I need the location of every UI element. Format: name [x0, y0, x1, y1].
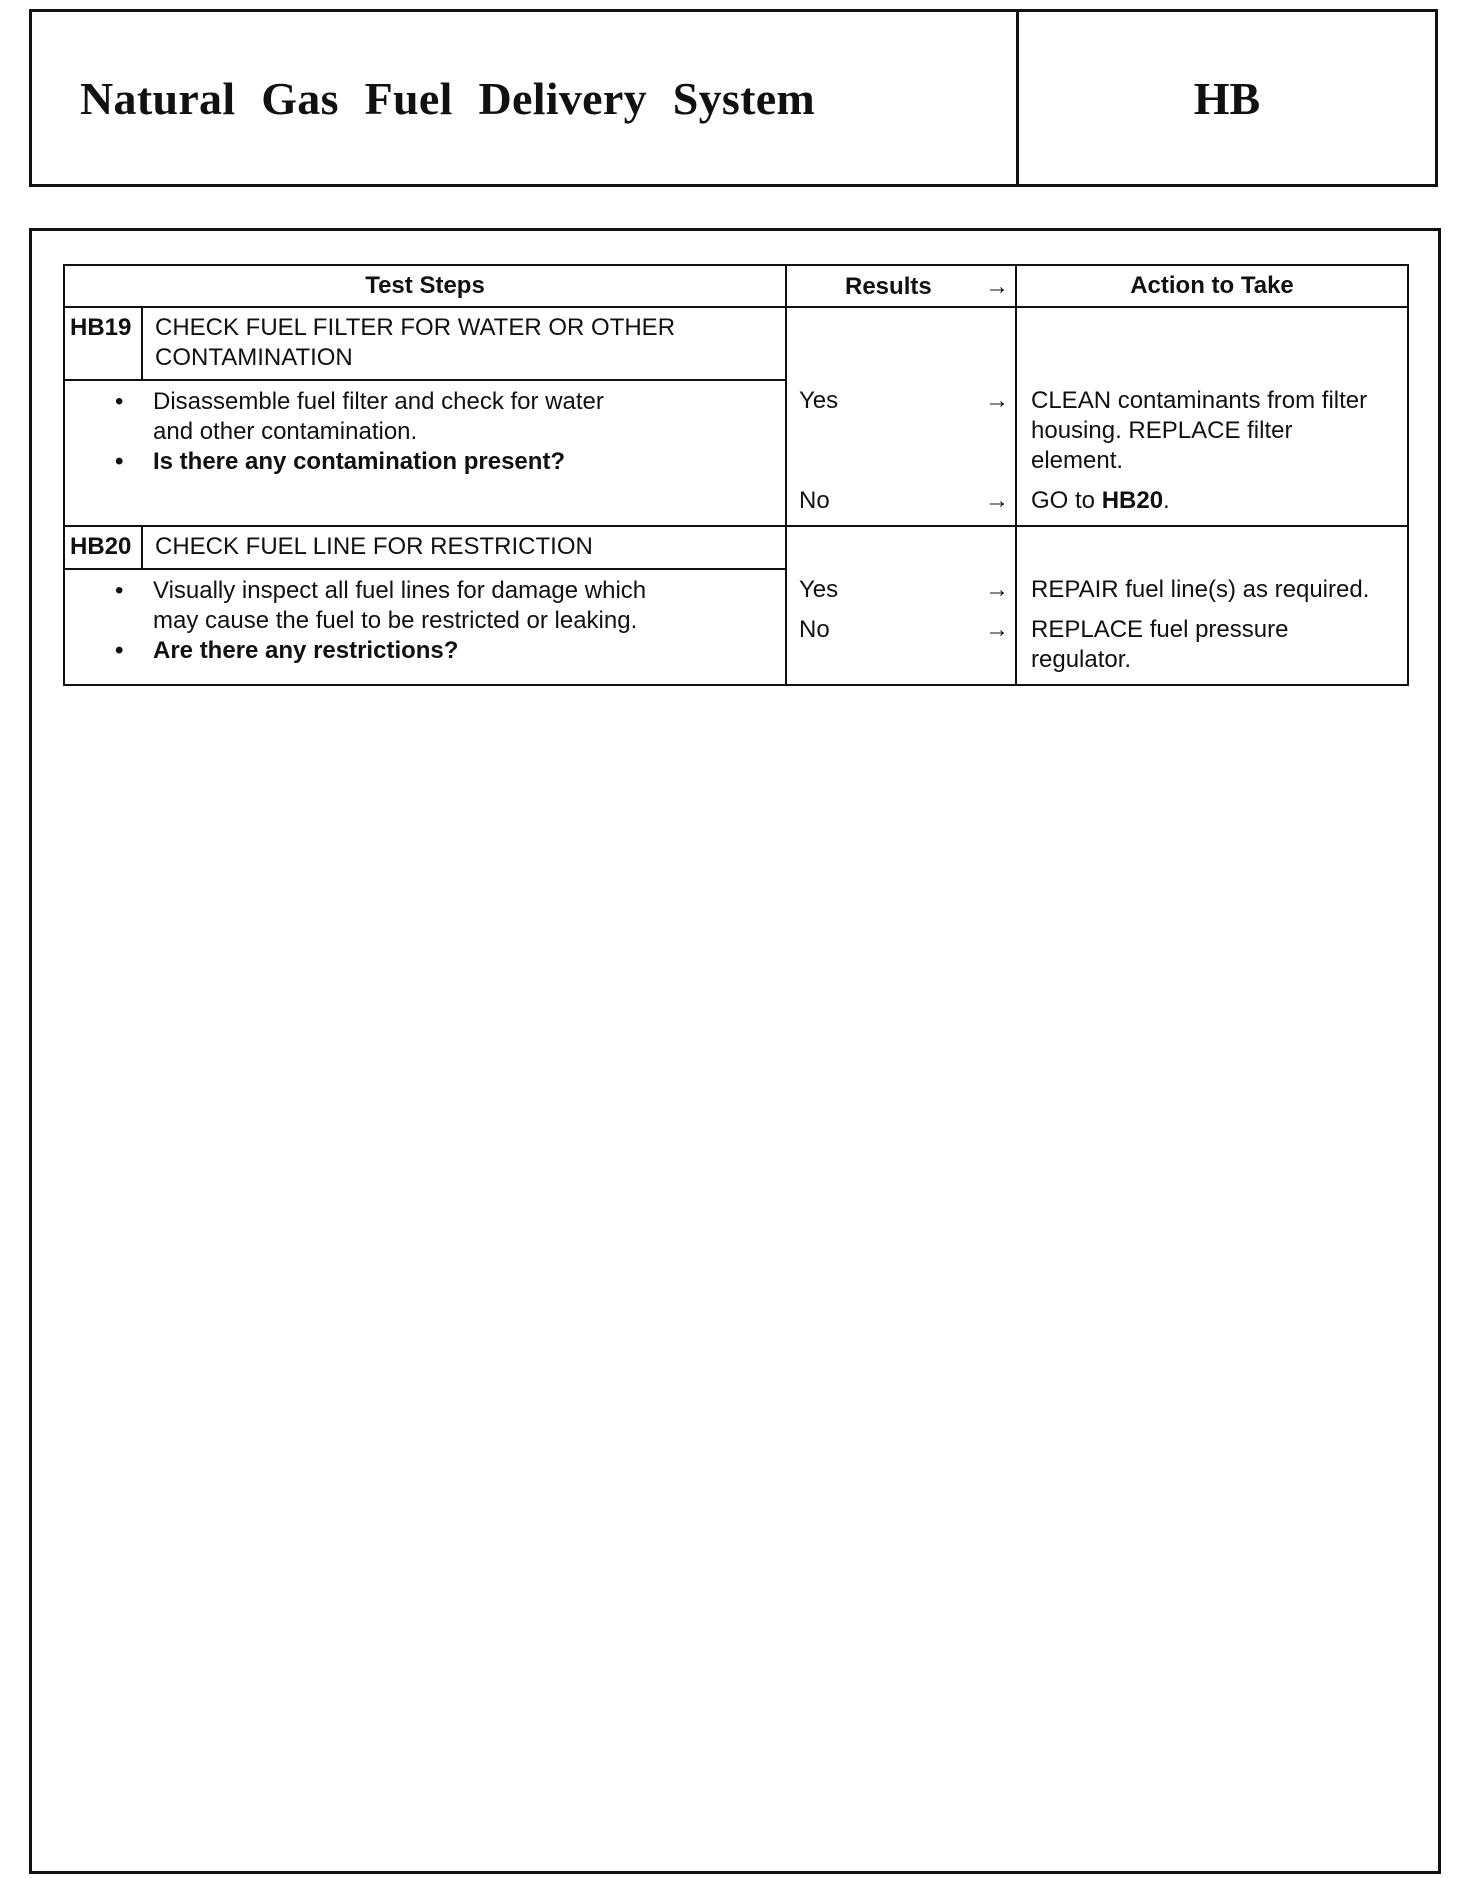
table-row — [64, 307, 1408, 380]
question-item — [113, 636, 775, 666]
bullet-icon: • — [115, 637, 124, 664]
question-text: Are there any restrictions? — [153, 637, 459, 664]
results-cell — [786, 526, 1016, 685]
result-no — [799, 486, 1011, 516]
result-no — [799, 615, 1011, 645]
action-line: housing. REPLACE filter — [1031, 417, 1293, 444]
action-line: REPAIR fuel line(s) as required. — [1031, 576, 1370, 603]
header-results-label: Results — [845, 273, 932, 300]
bullet-icon: • — [115, 448, 124, 475]
result-label: No — [799, 487, 830, 514]
header-results — [786, 265, 1016, 307]
instruction-line: Disassemble fuel filter and check for water — [153, 388, 604, 415]
step-reference: HB20 — [1101, 487, 1164, 514]
question-text: Is there any contamination present? — [153, 448, 566, 475]
table-row — [64, 526, 1408, 569]
step-title-line: CHECK FUEL FILTER FOR WATER OR OTHER — [155, 314, 676, 341]
header-results-arrow: → — [985, 273, 1009, 300]
result-label: Yes — [799, 576, 839, 603]
instruction-item — [113, 576, 775, 636]
section-code: HB — [1193, 72, 1261, 124]
arrow-icon: → — [985, 487, 1009, 514]
action-text: . — [1163, 487, 1170, 514]
results-cell — [786, 307, 1016, 526]
arrow-icon: → — [985, 616, 1009, 643]
result-label: Yes — [799, 387, 839, 414]
arrow-icon: → — [985, 576, 1009, 603]
step-id: HB20 — [64, 526, 142, 569]
arrow-icon: → — [985, 387, 1009, 414]
step-id: HB19 — [64, 307, 142, 380]
action-yes — [1031, 386, 1403, 476]
result-yes — [799, 575, 1011, 605]
step-instructions — [64, 569, 786, 685]
action-cell — [1016, 526, 1408, 685]
action-line: REPLACE fuel pressure — [1031, 616, 1289, 643]
instruction-line: and other contamination. — [153, 418, 418, 445]
header-title-cell — [32, 12, 1019, 184]
action-yes — [1031, 575, 1403, 605]
action-line: CLEAN contaminants from filter — [1031, 387, 1368, 414]
instruction-line: may cause the fuel to be restricted or leaking. — [153, 607, 638, 634]
question-item — [113, 447, 775, 477]
test-steps-table — [63, 264, 1409, 686]
header-code-cell — [1019, 12, 1435, 184]
header-test-steps: Test Steps — [64, 265, 786, 307]
step-title — [142, 526, 786, 569]
action-no — [1031, 615, 1403, 675]
result-label: No — [799, 616, 830, 643]
step-title-line: CHECK FUEL LINE FOR RESTRICTION — [155, 533, 593, 560]
instruction-line: Visually inspect all fuel lines for damage which — [153, 577, 647, 604]
instruction-item — [113, 387, 775, 447]
page-title: Natural Gas Fuel Delivery System — [80, 72, 816, 124]
bullet-icon: • — [115, 577, 124, 604]
action-line: element. — [1031, 447, 1124, 474]
action-line: regulator. — [1031, 646, 1132, 673]
header-action: Action to Take — [1016, 265, 1408, 307]
table-header-row — [64, 265, 1408, 307]
result-yes — [799, 386, 1011, 416]
step-instructions — [64, 380, 786, 526]
action-cell — [1016, 307, 1408, 526]
step-title — [142, 307, 786, 380]
action-text: GO to — [1031, 487, 1102, 514]
action-no — [1031, 486, 1403, 516]
page-header — [29, 9, 1438, 187]
step-title-line: CONTAMINATION — [155, 344, 353, 371]
bullet-icon: • — [115, 388, 124, 415]
